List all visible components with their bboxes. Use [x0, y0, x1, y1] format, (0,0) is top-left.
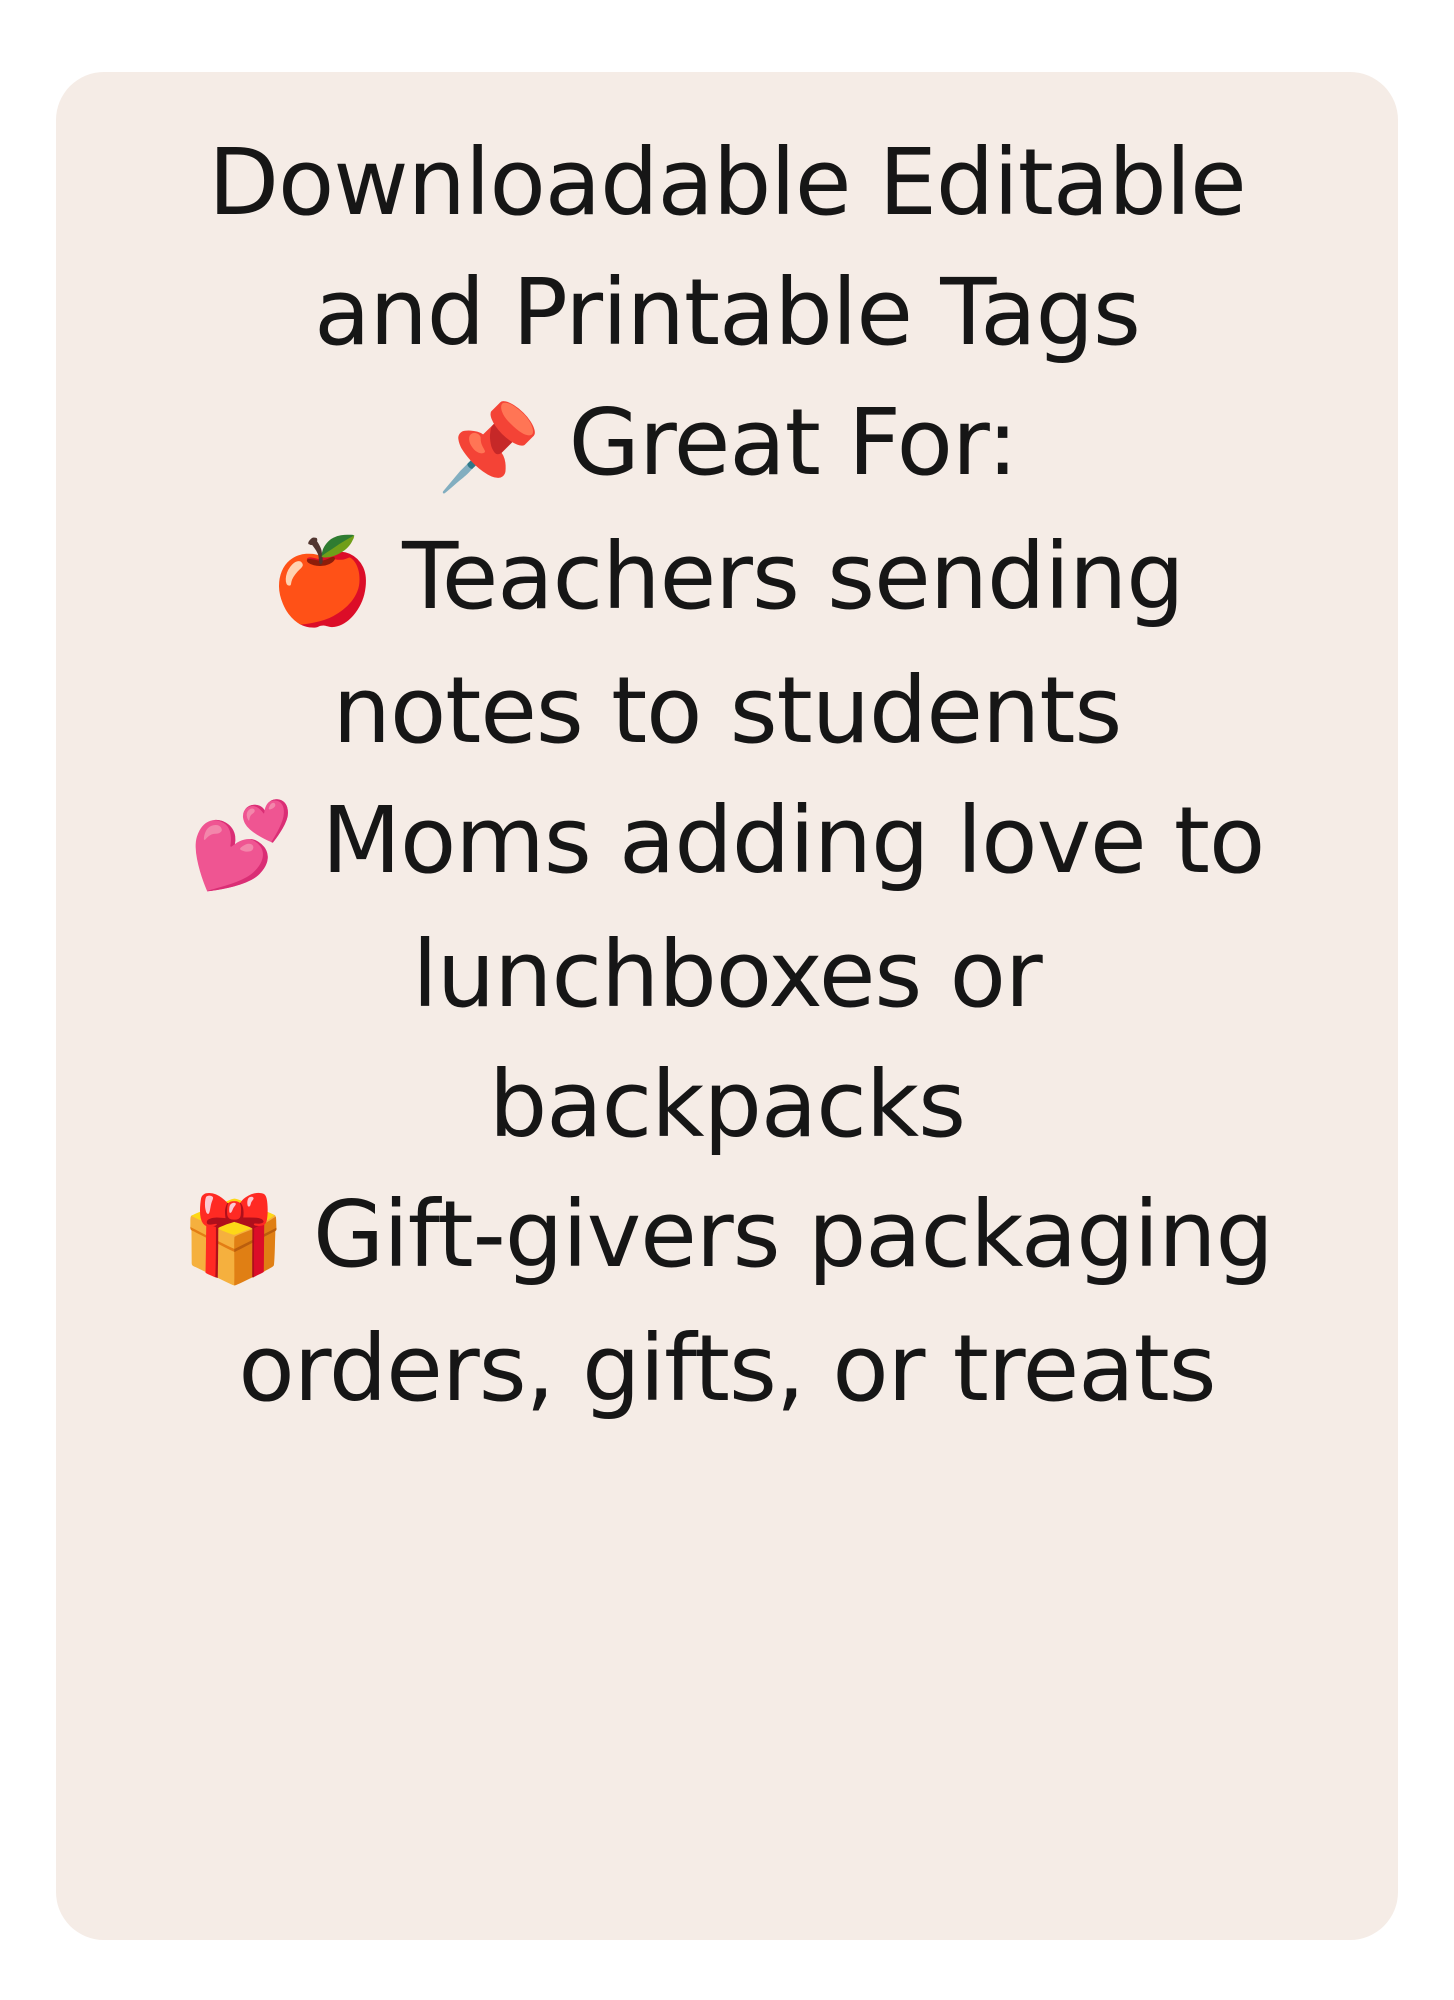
item-3-line-1: [90, 1170, 1364, 1304]
red-apple-icon: 🍎: [270, 532, 374, 630]
item-1-line-1: [90, 512, 1364, 646]
item-2-line-1: [90, 776, 1364, 910]
item-3-text-1: Gift-givers packaging: [312, 1181, 1273, 1288]
pushpin-icon: 📌: [436, 398, 541, 496]
great-for-line: [90, 378, 1364, 512]
item-1-line-2: notes to students: [332, 657, 1122, 764]
heading-line-2: and Printable Tags: [314, 259, 1140, 366]
two-hearts-icon: 💕: [189, 796, 294, 894]
info-card: [56, 72, 1398, 1940]
gift-icon: 🎁: [181, 1190, 285, 1288]
item-2-line-2: lunchboxes or: [412, 921, 1042, 1028]
item-2-text-1: Moms adding love to: [321, 787, 1265, 894]
heading-line-1: Downloadable Editable: [208, 129, 1246, 236]
item-2-line-3: backpacks: [488, 1051, 966, 1158]
item-1-text-1: Teachers sending: [402, 523, 1184, 630]
great-for-label: Great For:: [568, 389, 1018, 496]
card-text-block: [90, 118, 1364, 1434]
item-3-line-2: orders, gifts, or treats: [238, 1315, 1216, 1422]
